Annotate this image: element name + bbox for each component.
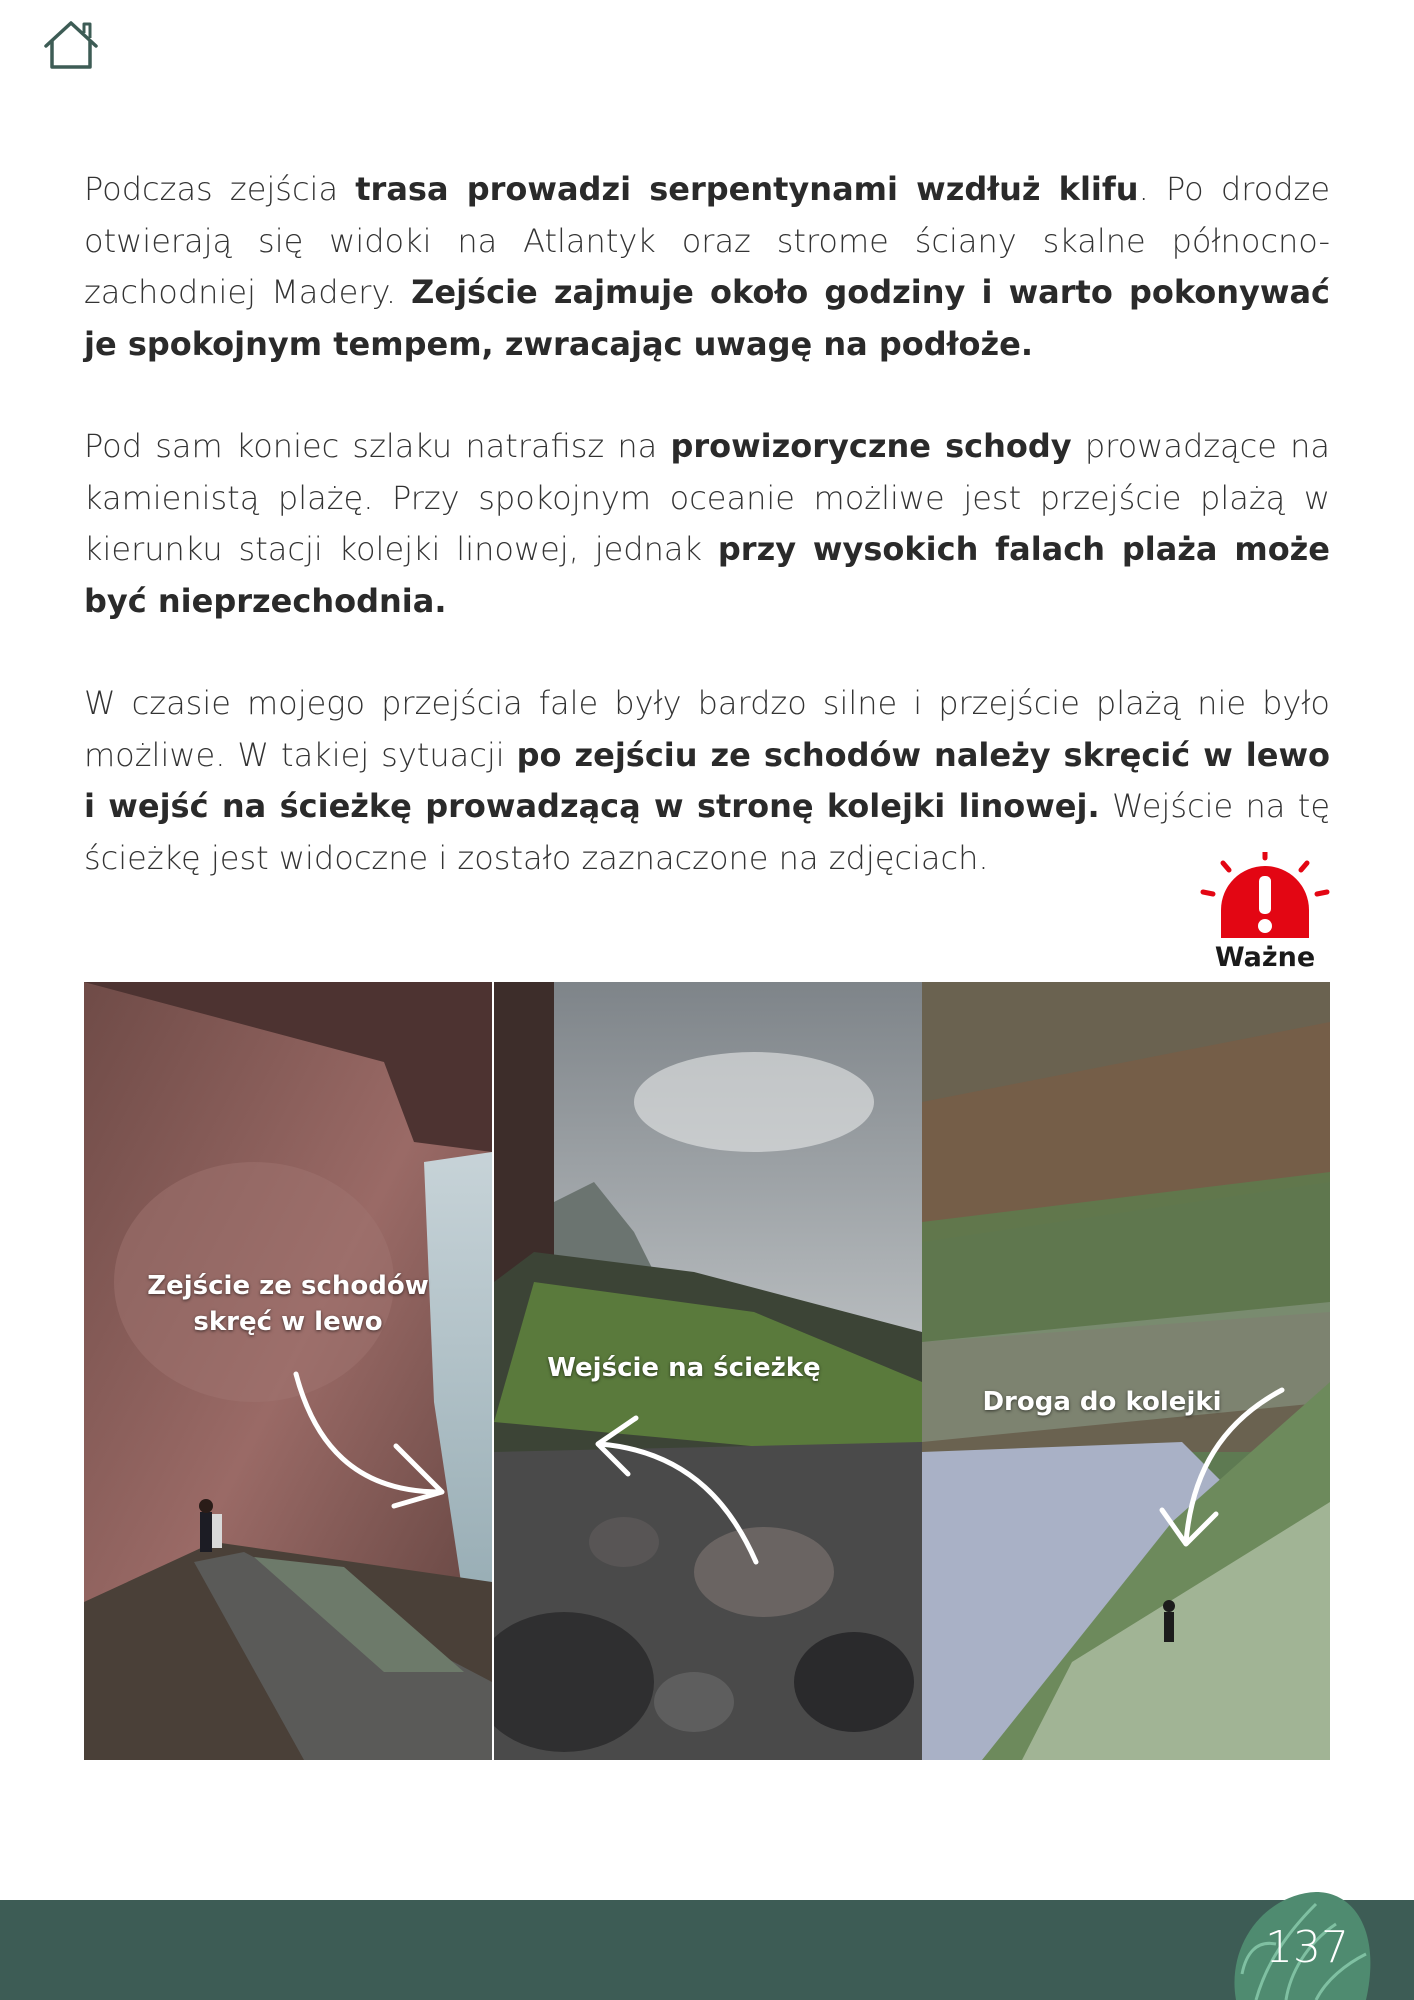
- arrow-icon: [494, 982, 922, 1760]
- text-run: . Po drodze otwierają się widoki na Atlantyk oraz strome ściany skalne północno-zachodniej Madery.: [84, 170, 1331, 311]
- body-text: [84, 164, 1330, 935]
- text-run: prowadzące na kamienistą plażę. Przy spokojnym oceanie możliwe jest przejście plażą w kierunku stacji kolejki linowej, jednak: [84, 427, 1331, 568]
- text-run-bold: prowizoryczne schody: [670, 427, 1072, 465]
- paragraph-1: [84, 164, 1330, 370]
- caption-line: Zejście ze schodów: [147, 1271, 429, 1301]
- arrow-icon: [922, 982, 1330, 1760]
- arrow-icon: [84, 982, 492, 1760]
- photo-green-cliff: [922, 982, 1330, 1760]
- text-run: Podczas zejścia: [84, 170, 356, 208]
- text-run: Wejście na tę ścieżkę jest widoczne i zostało zaznaczone na zdjęciach.: [84, 787, 1331, 877]
- warning-label: Ważne: [1214, 942, 1316, 973]
- photo-strip: [84, 982, 1330, 1760]
- photo-caption: Wejście na ścieżkę: [547, 1353, 821, 1383]
- text-run: Pod sam koniec szlaku natrafisz na: [84, 427, 671, 465]
- footer-bar: [0, 1900, 1414, 2000]
- warning-badge: [1195, 852, 1335, 980]
- warning-alarm-icon: [1195, 852, 1335, 942]
- paragraph-3: [84, 678, 1330, 884]
- home-icon[interactable]: [42, 18, 100, 72]
- photo-caption: Droga do kolejki: [982, 1387, 1222, 1417]
- caption-line: skręć w lewo: [193, 1307, 383, 1337]
- text-run-bold: po zejściu ze schodów należy skręcić w lewo i wejść na ścieżkę prowadzącą w stronę kolejki linowej.: [84, 735, 1331, 825]
- page-number: 137: [1265, 1922, 1349, 1973]
- text-run: W czasie mojego przejścia fale były bardzo silne i przejście plażą nie było możliwe. W takiej sytuacji: [84, 684, 1330, 774]
- paragraph-2: [84, 421, 1330, 627]
- text-run-bold: Zejście zajmuje około godziny i warto pokonywać je spokojnym tempem, zwracając uwagę na podłoże.: [84, 273, 1331, 363]
- text-run-bold: przy wysokich falach plaża może być nieprzechodnia.: [84, 530, 1330, 620]
- photo-cliff-path: [84, 982, 492, 1760]
- photo-rocky-slope: [494, 982, 922, 1760]
- text-run-bold: trasa prowadzi serpentynami wzdłuż klifu: [355, 170, 1139, 208]
